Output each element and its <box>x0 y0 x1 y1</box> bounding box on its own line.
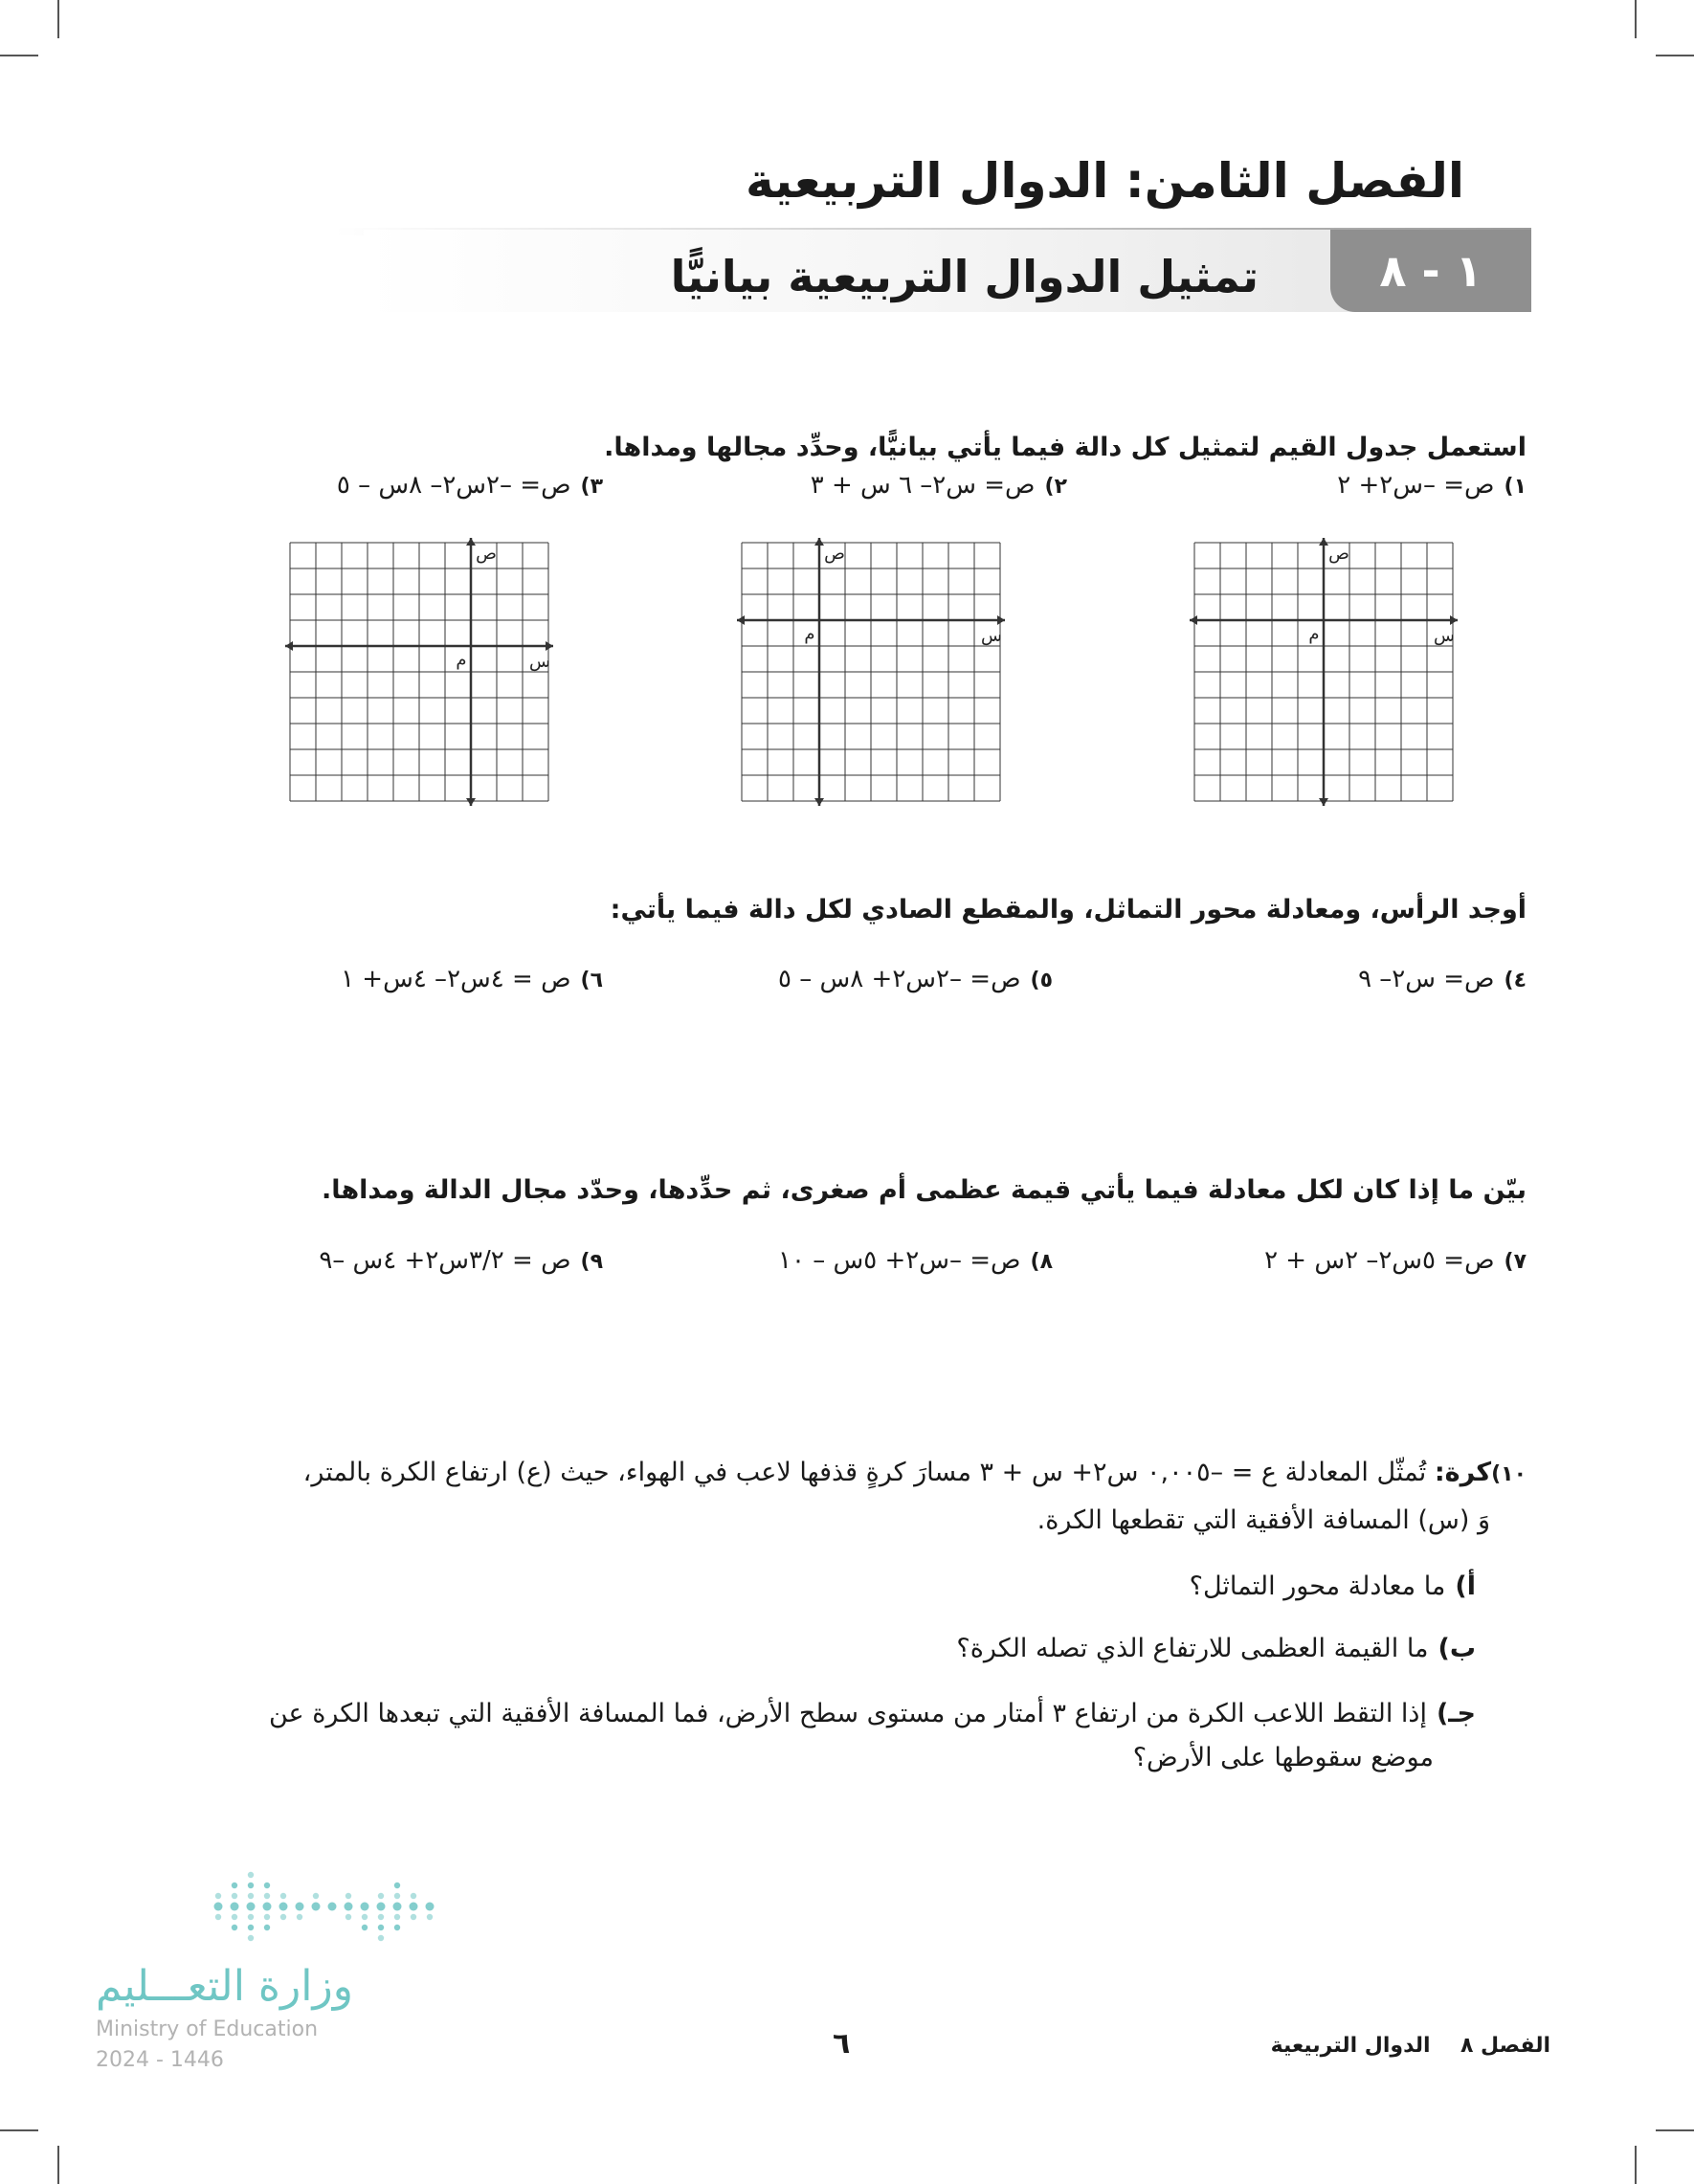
ministry-name-english: Ministry of Education <box>96 2017 319 2041</box>
logo-dot <box>248 1883 254 1888</box>
logo-dot <box>427 1914 433 1920</box>
arrow-icon <box>737 615 745 625</box>
question-10-part-a <box>1190 1565 1476 1609</box>
logo-dot <box>312 1903 321 1911</box>
lesson-number: ١ - ٨ <box>1330 230 1531 312</box>
section3-instruction: بيّن ما إذا كان لكل معادلة فيما يأتي قيمة عظمى أم صغرى، ثم حدِّدها، وحدّد مجال الدالة ومداها. <box>322 1175 1527 1205</box>
crop-mark <box>57 2146 59 2184</box>
origin-label: م <box>804 624 815 644</box>
arrow-icon <box>285 641 293 651</box>
ministry-logo-icon <box>211 1869 450 1946</box>
logo-dot <box>411 1914 416 1920</box>
arrow-icon <box>814 538 824 546</box>
problem-equation: ص= –٢س٢– ٨س – ٥ <box>336 471 571 500</box>
crop-mark <box>1635 2146 1637 2184</box>
y-axis-label: ص <box>476 544 497 564</box>
logo-dot <box>394 1893 400 1899</box>
logo-dot <box>232 1893 237 1899</box>
part-text: ما معادلة محور التماثل؟ <box>1189 1571 1446 1601</box>
problem-equation: ص= س٢– ٦ س + ٣ <box>810 471 1036 500</box>
problem-equation: ص= –س٢+ ٥س – ١٠ <box>778 1246 1021 1275</box>
footer-chapter-label: الفصل ٨ <box>1460 2034 1550 2058</box>
logo-dot <box>426 1903 435 1911</box>
part-label: جـ) <box>1436 1699 1476 1728</box>
problem-number: ١) <box>1504 475 1527 499</box>
logo-dot <box>264 1925 270 1930</box>
origin-label: م <box>456 650 467 670</box>
logo-dot <box>264 1883 270 1888</box>
logo-dot <box>393 1903 402 1911</box>
problem-3 <box>337 471 603 500</box>
problem-9 <box>319 1246 603 1275</box>
problem-equation: ص= س٢– ٩ <box>1358 965 1495 993</box>
x-axis-label: س <box>529 652 550 672</box>
logo-dot <box>394 1925 400 1930</box>
problem-2 <box>811 471 1067 500</box>
problem-7 <box>1264 1246 1527 1275</box>
logo-dot <box>247 1903 256 1911</box>
logo-dot <box>411 1893 416 1899</box>
question-10-line2: وَ (س) المسافة الأفقية التي تقطعها الكرة. <box>1036 1505 1490 1535</box>
problem-1 <box>1337 471 1527 500</box>
footer-chapter-name: الدوال التربيعية <box>1270 2034 1431 2058</box>
question-10-part-b <box>956 1627 1476 1671</box>
logo-dot <box>378 1935 384 1941</box>
coordinate-plane <box>737 538 1005 806</box>
logo-dot <box>297 1914 302 1920</box>
problem-6 <box>341 965 603 993</box>
logo-dot <box>362 1925 368 1930</box>
crop-mark <box>57 0 59 38</box>
crop-mark <box>1656 2129 1694 2131</box>
problem-equation: ص= –س٢+ ٢ <box>1337 471 1495 500</box>
coordinate-plane <box>1190 538 1458 806</box>
logo-dot <box>328 1903 337 1911</box>
question-text: تُمثّل المعادلة ع = –٠,٠٠٥ س٢+ س + ٣ مسارَ كرةٍ قذفها لاعب في الهواء، حيث (ع) ارتفاع الكرة بالمتر، <box>302 1458 1427 1487</box>
arrow-icon <box>1190 615 1197 625</box>
logo-dot <box>232 1925 237 1930</box>
y-axis-label: ص <box>1328 544 1349 564</box>
arrow-icon <box>466 798 476 806</box>
logo-dot <box>264 1893 270 1899</box>
graph-grid-3[interactable] <box>285 538 553 806</box>
problem-equation: ص= ٥س٢– ٢س + ٢ <box>1264 1246 1495 1275</box>
question-lead: كرة: <box>1434 1458 1492 1487</box>
logo-dot <box>345 1893 351 1899</box>
logo-dot <box>248 1914 254 1920</box>
crop-mark <box>0 55 38 56</box>
chapter-title: الفصل الثامن: الدوال التربيعية <box>745 153 1464 209</box>
problem-number: ٦) <box>580 969 603 992</box>
arrow-icon <box>466 538 476 546</box>
logo-dot <box>378 1893 384 1899</box>
problem-5 <box>778 965 1053 993</box>
section2-instruction: أوجد الرأس، ومعادلة محور التماثل، والمقطع الصادي لكل دالة فيما يأتي: <box>610 895 1527 925</box>
problem-8 <box>778 1246 1053 1275</box>
x-axis-label: س <box>981 626 1002 646</box>
problem-number: ٩) <box>580 1250 603 1274</box>
logo-dot <box>345 1914 351 1920</box>
question-number: ١٠) <box>1491 1462 1527 1486</box>
question-10-part-c <box>232 1692 1476 1780</box>
footer-chapter <box>1271 2034 1550 2058</box>
question-10-line1 <box>234 1450 1527 1498</box>
logo-dot <box>361 1903 369 1911</box>
logo-dot <box>215 1893 221 1899</box>
crop-mark <box>0 2129 38 2131</box>
logo-dot <box>377 1903 386 1911</box>
part-label: أ) <box>1455 1571 1476 1601</box>
crop-mark <box>1656 55 1694 56</box>
origin-label: م <box>1308 624 1320 644</box>
arrow-icon <box>1319 798 1328 806</box>
logo-dot <box>378 1914 384 1920</box>
logo-dot <box>410 1903 418 1911</box>
arrow-icon <box>1319 538 1328 546</box>
problem-4 <box>1358 965 1527 993</box>
logo-dot <box>231 1903 239 1911</box>
logo-dot <box>264 1914 270 1920</box>
logo-dot <box>345 1903 353 1911</box>
logo-dot <box>313 1893 319 1899</box>
logo-dot <box>248 1935 254 1941</box>
edition-year: 2024 - 1446 <box>96 2048 224 2072</box>
lesson-title: تمثيل الدوال التربيعية بيانيًّا <box>670 251 1259 302</box>
logo-dot <box>378 1925 384 1930</box>
ministry-name-arabic: وزارة التعـــليم <box>96 1962 353 2011</box>
logo-dot <box>280 1914 286 1920</box>
arrow-icon <box>1450 615 1458 625</box>
logo-dot <box>280 1893 286 1899</box>
logo-dot <box>362 1914 368 1920</box>
y-axis-label: ص <box>824 544 845 564</box>
section1-instruction: استعمل جدول القيم لتمثيل كل دالة فيما يأتي بيانيًّا، وحدِّد مجالها ومداها. <box>604 433 1527 462</box>
problem-number: ٢) <box>1044 475 1067 499</box>
graph-grid-2[interactable] <box>737 538 1005 806</box>
problem-equation: ص = ٤س٢– ٤س+ ١ <box>341 965 571 993</box>
part-text: ما القيمة العظمى للارتفاع الذي تصله الكرة؟ <box>956 1634 1429 1663</box>
part-text-continued: موضع سقوطها على الأرض؟ <box>1132 1743 1434 1772</box>
arrow-icon <box>997 615 1005 625</box>
logo-dot <box>296 1903 304 1911</box>
logo-dot <box>248 1872 254 1878</box>
page-number: ٦ <box>833 2027 851 2061</box>
graph-grid-1[interactable] <box>1190 538 1458 806</box>
problem-number: ٤) <box>1504 969 1527 992</box>
crop-mark <box>1635 0 1637 38</box>
logo-dot <box>279 1903 288 1911</box>
part-text: إذا التقط اللاعب الكرة من ارتفاع ٣ أمتار من مستوى سطح الأرض، فما المسافة الأفقية التي تبعدها الكرة عن <box>268 1699 1427 1728</box>
part-label: ب) <box>1438 1634 1476 1663</box>
logo-dot <box>232 1914 237 1920</box>
problem-number: ٧) <box>1504 1250 1527 1274</box>
arrow-icon <box>546 641 553 651</box>
logo-dot <box>248 1925 254 1930</box>
logo-dot <box>214 1903 223 1911</box>
logo-dot <box>215 1914 221 1920</box>
logo-dot <box>232 1883 237 1888</box>
logo-dot <box>394 1883 400 1888</box>
problem-equation: ص = ٣/٢س٢+ ٤س –٩ <box>319 1246 571 1275</box>
logo-dot <box>263 1903 272 1911</box>
problem-number: ٨) <box>1030 1250 1053 1274</box>
arrow-icon <box>814 798 824 806</box>
logo-dot <box>394 1914 400 1920</box>
coordinate-plane <box>285 538 553 806</box>
logo-dot <box>248 1893 254 1899</box>
question-10 <box>234 1450 1527 1544</box>
x-axis-label: س <box>1434 626 1455 646</box>
problem-number: ٥) <box>1030 969 1053 992</box>
problem-equation: ص= –٢س٢+ ٨س – ٥ <box>778 965 1021 993</box>
problem-number: ٣) <box>580 475 603 499</box>
